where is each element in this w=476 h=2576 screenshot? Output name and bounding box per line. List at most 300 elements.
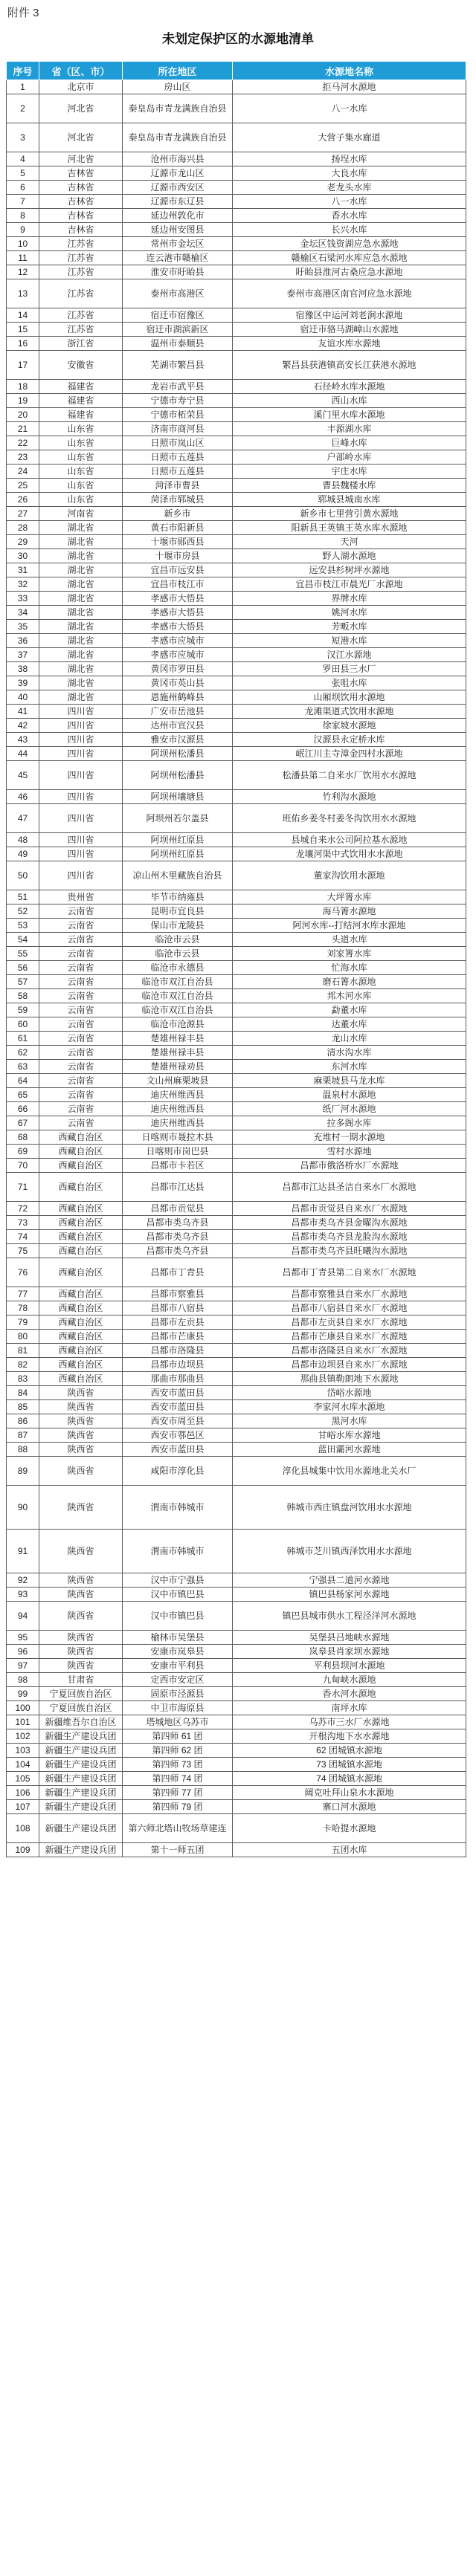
cell-province: 新疆生产建设兵团 [39, 1814, 123, 1843]
table-row [7, 975, 466, 989]
cell-serial: 66 [7, 1102, 39, 1116]
cell-source-name: 62 团城镇水源地 [233, 1744, 466, 1758]
cell-serial: 26 [7, 493, 39, 507]
cell-province: 吉林省 [39, 181, 123, 195]
cell-serial: 71 [7, 1173, 39, 1202]
table-row [7, 1032, 466, 1046]
cell-source-name: 邦木河水库 [233, 989, 466, 1003]
table-row [7, 961, 466, 975]
cell-serial: 99 [7, 1687, 39, 1701]
cell-serial: 16 [7, 337, 39, 351]
table-body [7, 80, 466, 1857]
cell-region: 西安市蓝田县 [123, 1443, 233, 1457]
table-row [7, 1358, 466, 1372]
cell-province: 甘肃省 [39, 1673, 123, 1687]
cell-province: 西藏自治区 [39, 1358, 123, 1372]
cell-region: 淮安市盱眙县 [123, 265, 233, 279]
cell-source-name: 松潘县第二自来水厂饮用水水源地 [233, 761, 466, 790]
cell-source-name: 拒马河水源地 [233, 80, 466, 94]
cell-province: 新疆生产建设兵团 [39, 1729, 123, 1744]
cell-region: 宁德市柘荣县 [123, 408, 233, 422]
cell-region: 辽源市东辽县 [123, 195, 233, 209]
cell-province: 四川省 [39, 804, 123, 833]
cell-region: 阿坝州壤塘县 [123, 790, 233, 804]
cell-region: 芜湖市繁昌县 [123, 351, 233, 380]
cell-region: 昌都市类乌齐县 [123, 1244, 233, 1258]
cell-source-name: 八一水库 [233, 195, 466, 209]
table-row [7, 1301, 466, 1315]
cell-region: 黄冈市罗田县 [123, 662, 233, 676]
cell-serial: 37 [7, 648, 39, 662]
cell-source-name: 那曲县镇勒朗地下水源地 [233, 1372, 466, 1386]
cell-serial: 6 [7, 181, 39, 195]
cell-source-name: 昌都市江达县圣洁自来水厂水源地 [233, 1173, 466, 1202]
table-row [7, 1202, 466, 1216]
cell-province: 四川省 [39, 790, 123, 804]
cell-region: 秦皇岛市青龙满族自治县 [123, 123, 233, 152]
cell-serial: 100 [7, 1701, 39, 1715]
table-row [7, 80, 466, 94]
cell-source-name: 昌都市左贡县自来水厂水源地 [233, 1315, 466, 1330]
cell-province: 吉林省 [39, 166, 123, 181]
cell-region: 迪庆州维西县 [123, 1102, 233, 1116]
table-row [7, 1814, 466, 1843]
header-serial: 序号 [7, 62, 39, 80]
cell-region: 西安市鄠邑区 [123, 1428, 233, 1443]
cell-province: 新疆生产建设兵团 [39, 1843, 123, 1857]
cell-source-name: 韩城市西庄镇盘河饮用水水源地 [233, 1486, 466, 1530]
cell-province: 西藏自治区 [39, 1216, 123, 1230]
cell-source-name: 岱峪水源地 [233, 1386, 466, 1400]
table-row [7, 422, 466, 436]
table-row [7, 1843, 466, 1857]
cell-region: 日照市五莲县 [123, 450, 233, 465]
cell-region: 阿坝州红原县 [123, 833, 233, 847]
cell-province: 浙江省 [39, 337, 123, 351]
table-row [7, 1772, 466, 1786]
cell-serial: 94 [7, 1602, 39, 1631]
cell-source-name: 九甸峡水源地 [233, 1673, 466, 1687]
table-row [7, 761, 466, 790]
cell-region: 房山区 [123, 80, 233, 94]
cell-source-name: 昌都市类乌齐县龙脸沟水源地 [233, 1230, 466, 1244]
cell-source-name: 大坪箐水库 [233, 890, 466, 904]
table-row [7, 662, 466, 676]
cell-serial: 44 [7, 747, 39, 761]
cell-source-name: 昌都市察雅县自来水厂水源地 [233, 1287, 466, 1301]
cell-source-name: 甘峪水库水源地 [233, 1428, 466, 1443]
table-row [7, 592, 466, 606]
cell-region: 楚雄州禄劝县 [123, 1060, 233, 1074]
cell-province: 云南省 [39, 1046, 123, 1060]
cell-province: 云南省 [39, 1060, 123, 1074]
table-row [7, 1159, 466, 1173]
table-row [7, 323, 466, 337]
cell-source-name: 郓城县城南水库 [233, 493, 466, 507]
cell-serial: 46 [7, 790, 39, 804]
cell-province: 湖北省 [39, 648, 123, 662]
cell-region: 昆明市宜良县 [123, 904, 233, 919]
cell-serial: 31 [7, 563, 39, 577]
cell-serial: 84 [7, 1386, 39, 1400]
cell-serial: 39 [7, 676, 39, 690]
cell-source-name: 昌都市芒康县自来水厂水源地 [233, 1330, 466, 1344]
cell-serial: 29 [7, 535, 39, 549]
cell-province: 河北省 [39, 152, 123, 166]
cell-serial: 91 [7, 1530, 39, 1573]
cell-region: 安康市岚皋县 [123, 1645, 233, 1659]
cell-region: 宿迁市宿豫区 [123, 308, 233, 323]
cell-source-name: 麻栗坡县马龙水库 [233, 1074, 466, 1088]
cell-province: 西藏自治区 [39, 1145, 123, 1159]
cell-region: 孝感市大悟县 [123, 592, 233, 606]
cell-source-name: 海马箐水源地 [233, 904, 466, 919]
cell-province: 四川省 [39, 833, 123, 847]
cell-serial: 40 [7, 690, 39, 705]
cell-province: 宁夏回族自治区 [39, 1701, 123, 1715]
cell-province: 陕西省 [39, 1386, 123, 1400]
cell-province: 福建省 [39, 394, 123, 408]
table-row [7, 1060, 466, 1074]
cell-source-name: 溪门里水库水源地 [233, 408, 466, 422]
cell-region: 龙岩市武平县 [123, 380, 233, 394]
cell-source-name: 新乡市七里营引黄水源地 [233, 507, 466, 521]
cell-region: 辽源市龙山区 [123, 166, 233, 181]
water-source-table [6, 61, 466, 1857]
table-row [7, 1602, 466, 1631]
cell-region: 菏泽市曹县 [123, 479, 233, 493]
cell-region: 昌都市类乌齐县 [123, 1230, 233, 1244]
cell-province: 云南省 [39, 947, 123, 961]
cell-serial: 15 [7, 323, 39, 337]
cell-province: 陕西省 [39, 1602, 123, 1631]
table-row [7, 676, 466, 690]
cell-province: 湖北省 [39, 577, 123, 592]
cell-region: 安康市平利县 [123, 1659, 233, 1673]
cell-source-name: 清水沟水库 [233, 1046, 466, 1060]
table-row [7, 1216, 466, 1230]
table-row [7, 833, 466, 847]
header-region: 所在地区 [123, 62, 233, 80]
cell-serial: 65 [7, 1088, 39, 1102]
cell-province: 陕西省 [39, 1645, 123, 1659]
cell-serial: 22 [7, 436, 39, 450]
cell-source-name: 寨口河水源地 [233, 1800, 466, 1814]
cell-source-name: 勐董水库 [233, 1003, 466, 1017]
cell-region: 昌都市左贡县 [123, 1315, 233, 1330]
cell-region: 宜昌市枝江市 [123, 577, 233, 592]
cell-source-name: 扬埕水库 [233, 152, 466, 166]
cell-source-name: 73 团城镇水源地 [233, 1758, 466, 1772]
cell-region: 昌都市察雅县 [123, 1287, 233, 1301]
table-row [7, 223, 466, 237]
table-row [7, 1659, 466, 1673]
table-row [7, 166, 466, 181]
cell-region: 汉中市镇巴县 [123, 1602, 233, 1631]
cell-serial: 89 [7, 1457, 39, 1486]
cell-region: 西安市周至县 [123, 1414, 233, 1428]
cell-province: 西藏自治区 [39, 1315, 123, 1330]
table-row [7, 1715, 466, 1729]
cell-province: 西藏自治区 [39, 1202, 123, 1216]
cell-province: 陕西省 [39, 1631, 123, 1645]
cell-region: 渭南市韩城市 [123, 1486, 233, 1530]
cell-source-name: 南坪水库 [233, 1701, 466, 1715]
cell-serial: 36 [7, 634, 39, 648]
table-row [7, 549, 466, 563]
cell-serial: 60 [7, 1017, 39, 1032]
cell-source-name: 淳化县城集中饮用水源地北关水厂 [233, 1457, 466, 1486]
cell-province: 西藏自治区 [39, 1130, 123, 1145]
cell-province: 新疆生产建设兵团 [39, 1758, 123, 1772]
table-row [7, 493, 466, 507]
table-row [7, 648, 466, 662]
table-row [7, 1003, 466, 1017]
cell-region: 第四师 77 团 [123, 1786, 233, 1800]
cell-province: 陕西省 [39, 1486, 123, 1530]
cell-province: 西藏自治区 [39, 1244, 123, 1258]
cell-source-name: 宁强县二道河水源地 [233, 1573, 466, 1588]
cell-region: 昌都市边坝县 [123, 1358, 233, 1372]
cell-source-name: 昌都市丁青县第二自来水厂水源地 [233, 1258, 466, 1287]
cell-source-name: 黑河水库 [233, 1414, 466, 1428]
cell-serial: 43 [7, 733, 39, 747]
cell-serial: 2 [7, 94, 39, 123]
cell-region: 临沧市双江自治县 [123, 975, 233, 989]
cell-region: 第四师 74 团 [123, 1772, 233, 1786]
cell-source-name: 昌都市边坝县自来水厂水源地 [233, 1358, 466, 1372]
header-province: 省（区、市） [39, 62, 123, 80]
cell-province: 山东省 [39, 450, 123, 465]
cell-region: 固原市泾源县 [123, 1687, 233, 1701]
cell-province: 湖北省 [39, 620, 123, 634]
table-row [7, 1758, 466, 1772]
cell-province: 湖北省 [39, 634, 123, 648]
table-row [7, 1046, 466, 1060]
cell-province: 江苏省 [39, 237, 123, 251]
cell-region: 黄冈市英山县 [123, 676, 233, 690]
cell-serial: 78 [7, 1301, 39, 1315]
cell-serial: 97 [7, 1659, 39, 1673]
table-row [7, 1244, 466, 1258]
cell-province: 湖北省 [39, 606, 123, 620]
cell-province: 云南省 [39, 1116, 123, 1130]
cell-serial: 85 [7, 1400, 39, 1414]
cell-province: 西藏自治区 [39, 1372, 123, 1386]
cell-serial: 107 [7, 1800, 39, 1814]
cell-serial: 83 [7, 1372, 39, 1386]
table-row [7, 904, 466, 919]
cell-serial: 70 [7, 1159, 39, 1173]
cell-region: 孝感市大悟县 [123, 620, 233, 634]
cell-source-name: 74 团城镇水源地 [233, 1772, 466, 1786]
cell-province: 陕西省 [39, 1573, 123, 1588]
cell-serial: 104 [7, 1758, 39, 1772]
cell-serial: 20 [7, 408, 39, 422]
cell-province: 吉林省 [39, 223, 123, 237]
table-row [7, 251, 466, 265]
cell-serial: 21 [7, 422, 39, 436]
cell-region: 塔城地区乌苏市 [123, 1715, 233, 1729]
cell-serial: 32 [7, 577, 39, 592]
cell-serial: 24 [7, 465, 39, 479]
cell-region: 第十一师五团 [123, 1843, 233, 1857]
cell-province: 四川省 [39, 719, 123, 733]
cell-serial: 41 [7, 705, 39, 719]
cell-province: 西藏自治区 [39, 1258, 123, 1287]
cell-source-name: 韩城市芝川镇西泽饮用水水源地 [233, 1530, 466, 1573]
cell-source-name: 龙壤河渠中式饮用水水源地 [233, 847, 466, 861]
cell-region: 渭南市韩城市 [123, 1530, 233, 1573]
table-row [7, 1530, 466, 1573]
cell-serial: 38 [7, 662, 39, 676]
cell-region: 临沧市沧源县 [123, 1017, 233, 1032]
cell-source-name: 赣榆区石梁河水库应急水源地 [233, 251, 466, 265]
cell-region: 西安市蓝田县 [123, 1400, 233, 1414]
cell-serial: 51 [7, 890, 39, 904]
cell-province: 山东省 [39, 436, 123, 450]
cell-serial: 56 [7, 961, 39, 975]
table-row [7, 337, 466, 351]
table-row [7, 479, 466, 493]
table-row [7, 790, 466, 804]
cell-source-name: 曹县魏楼水库 [233, 479, 466, 493]
cell-serial: 109 [7, 1843, 39, 1857]
cell-region: 第四师 79 团 [123, 1800, 233, 1814]
table-row [7, 690, 466, 705]
table-row [7, 733, 466, 747]
cell-province: 新疆生产建设兵团 [39, 1744, 123, 1758]
cell-source-name: 巨峰水库 [233, 436, 466, 450]
cell-region: 广安市岳池县 [123, 705, 233, 719]
cell-serial: 42 [7, 719, 39, 733]
cell-source-name: 阔克吐拜山泉水水源地 [233, 1786, 466, 1800]
table-row [7, 1344, 466, 1358]
cell-source-name: 岚皋县肖家坝水源地 [233, 1645, 466, 1659]
table-row [7, 1800, 466, 1814]
attachment-label: 附件 3 [7, 7, 39, 19]
cell-serial: 49 [7, 847, 39, 861]
cell-serial: 52 [7, 904, 39, 919]
cell-source-name: 平利县坝河水源地 [233, 1659, 466, 1673]
cell-province: 陕西省 [39, 1659, 123, 1673]
table-row [7, 577, 466, 592]
cell-serial: 9 [7, 223, 39, 237]
table-row [7, 747, 466, 761]
cell-province: 湖北省 [39, 549, 123, 563]
cell-region: 达州市宣汉县 [123, 719, 233, 733]
cell-region: 恩施州鹤峰县 [123, 690, 233, 705]
cell-serial: 58 [7, 989, 39, 1003]
cell-province: 江苏省 [39, 308, 123, 323]
cell-serial: 77 [7, 1287, 39, 1301]
document-title: 未划定保护区的水源地清单 [162, 32, 314, 46]
table-row [7, 152, 466, 166]
cell-province: 四川省 [39, 747, 123, 761]
table-row [7, 989, 466, 1003]
cell-region: 昌都市贡觉县 [123, 1202, 233, 1216]
cell-region: 临沧市永德县 [123, 961, 233, 975]
cell-source-name: 班佑乡姜冬村姜冬沟饮用水水源地 [233, 804, 466, 833]
cell-region: 昌都市江达县 [123, 1173, 233, 1202]
table-row [7, 1428, 466, 1443]
cell-province: 四川省 [39, 733, 123, 747]
cell-province: 陕西省 [39, 1443, 123, 1457]
table-row [7, 1744, 466, 1758]
cell-province: 云南省 [39, 919, 123, 933]
cell-serial: 13 [7, 279, 39, 308]
cell-source-name: 徐家坡水源地 [233, 719, 466, 733]
cell-source-name: 董家沟饮用水源地 [233, 861, 466, 890]
cell-region: 菏泽市郓城县 [123, 493, 233, 507]
cell-province: 福建省 [39, 408, 123, 422]
table-row [7, 1330, 466, 1344]
cell-source-name: 岷江川主寺漳金四村水源地 [233, 747, 466, 761]
table-row [7, 719, 466, 733]
cell-source-name: 罗田县三水厂 [233, 662, 466, 676]
cell-serial: 75 [7, 1244, 39, 1258]
cell-source-name: 汉江水源地 [233, 648, 466, 662]
cell-source-name: 宜昌市枝江市晨光厂水源地 [233, 577, 466, 592]
cell-source-name: 头道水库 [233, 933, 466, 947]
water-source-table-container [6, 61, 466, 1857]
table-row [7, 94, 466, 123]
table-header-row [7, 62, 466, 80]
table-row [7, 620, 466, 634]
table-row [7, 919, 466, 933]
cell-region: 定西市安定区 [123, 1673, 233, 1687]
table-row [7, 394, 466, 408]
cell-region: 连云港市赣榆区 [123, 251, 233, 265]
cell-province: 四川省 [39, 705, 123, 719]
table-row [7, 507, 466, 521]
table-row [7, 1230, 466, 1244]
table-row [7, 1673, 466, 1687]
cell-province: 云南省 [39, 933, 123, 947]
cell-source-name: 野人湖水源地 [233, 549, 466, 563]
cell-province: 江苏省 [39, 265, 123, 279]
cell-province: 陕西省 [39, 1428, 123, 1443]
cell-region: 临沧市双江自治县 [123, 1003, 233, 1017]
cell-serial: 11 [7, 251, 39, 265]
table-row [7, 890, 466, 904]
cell-region: 中卫市海原县 [123, 1701, 233, 1715]
cell-region: 榆林市吴堡县 [123, 1631, 233, 1645]
cell-source-name: 友谊水库水源地 [233, 337, 466, 351]
cell-region: 孝感市应城市 [123, 648, 233, 662]
table-row [7, 308, 466, 323]
cell-source-name: 盱眙县淮河古桑应急水源地 [233, 265, 466, 279]
cell-province: 湖北省 [39, 662, 123, 676]
cell-serial: 72 [7, 1202, 39, 1216]
cell-serial: 48 [7, 833, 39, 847]
cell-source-name: 李家河水库水源地 [233, 1400, 466, 1414]
cell-region: 昌都市丁青县 [123, 1258, 233, 1287]
cell-region: 昌都市八宿县 [123, 1301, 233, 1315]
cell-source-name: 山厢坝饮用水源地 [233, 690, 466, 705]
table-row [7, 209, 466, 223]
cell-source-name: 县城自来水公司阿拉基水源地 [233, 833, 466, 847]
cell-region: 日喀则市岗巴县 [123, 1145, 233, 1159]
cell-region: 日照市五莲县 [123, 465, 233, 479]
cell-region: 昌都市洛隆县 [123, 1344, 233, 1358]
cell-region: 临沧市双江自治县 [123, 989, 233, 1003]
cell-serial: 35 [7, 620, 39, 634]
cell-source-name: 阳新县王英镇王英水库水源地 [233, 521, 466, 535]
cell-serial: 17 [7, 351, 39, 380]
cell-province: 吉林省 [39, 195, 123, 209]
cell-region: 保山市龙陵县 [123, 919, 233, 933]
